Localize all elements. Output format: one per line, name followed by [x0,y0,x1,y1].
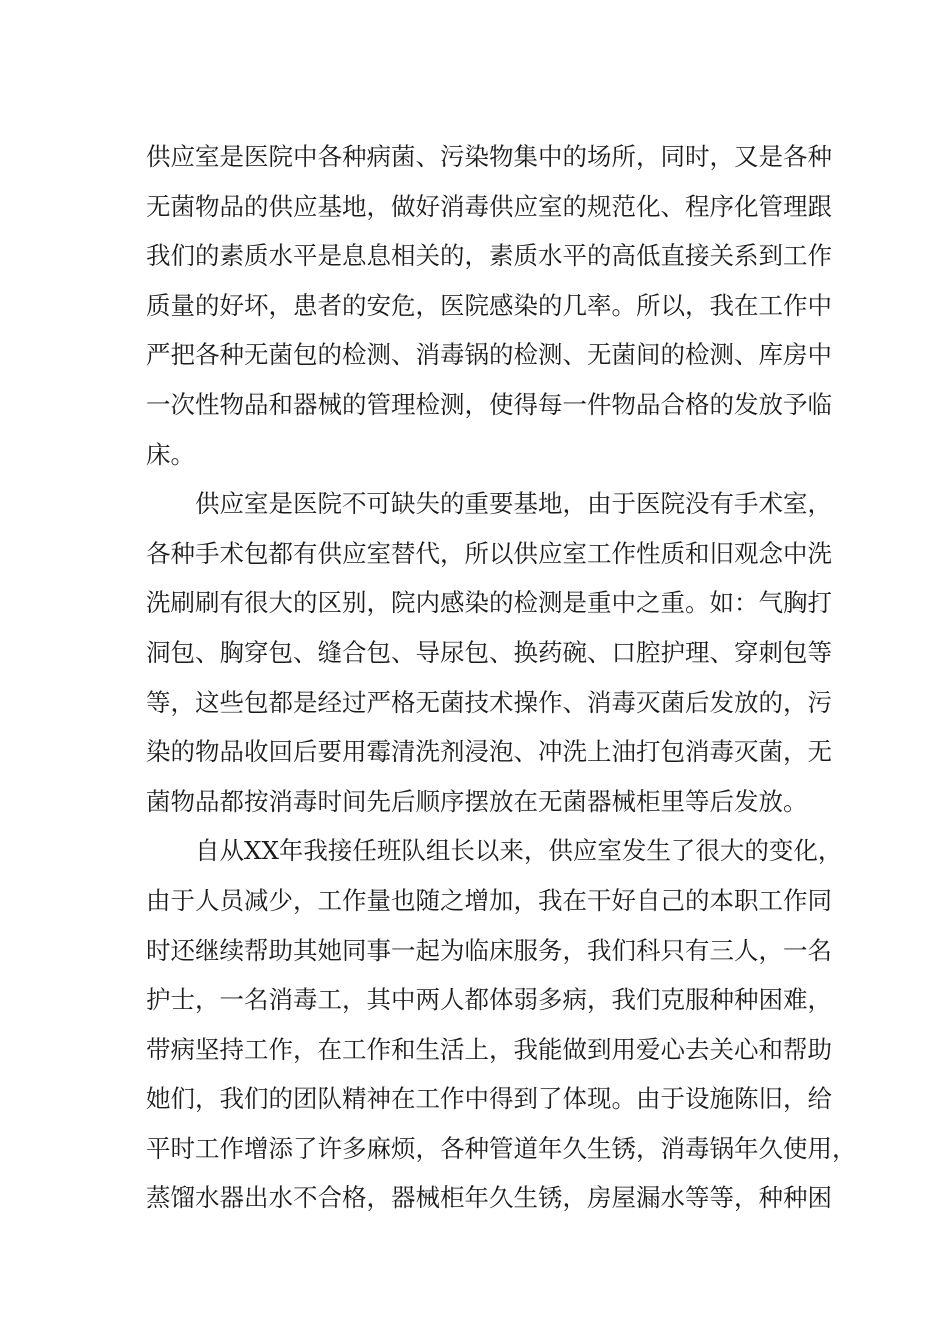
paragraph-1 [146,132,832,479]
text-line: 自从XX年我接任班队组长以来，供应室发生了很大的变化， [146,836,843,866]
text-line: 我们的素质水平是息息相关的，素质水平的高低直接关系到工作 [146,241,832,271]
text-line: 洞包、胸穿包、缝合包、导尿包、换药碗、口腔护理、穿刺包等 [146,637,832,667]
text-line: 时还继续帮助其她同事一起为临床服务，我们科只有三人，一名 [146,935,832,965]
text-line: 供应室是医院中各种病菌、污染物集中的场所，同时，又是各种 [146,142,832,171]
text-line: 带病坚持工作，在工作和生活上，我能做到用爱心去关心和帮助 [146,1034,832,1064]
text-line: 护士，一名消毒工，其中两人都体弱多病，我们克服种种困难， [146,985,832,1015]
text-line: 严把各种无菌包的检测、消毒锅的检测、无菌间的检测、库房中 [146,340,832,370]
text-line: 平时工作增添了许多麻烦，各种管道年久生锈，消毒锅年久使用， [146,1133,857,1163]
paragraph-3 [146,826,857,1223]
text-line: 由于人员减少，工作量也随之增加，我在干好自己的本职工作同 [146,885,832,915]
text-line: 她们，我们的团队精神在工作中得到了体现。由于设施陈旧，给 [146,1084,832,1114]
text-line: 洗刷刷有很大的区别，院内感染的检测是重中之重。如：气胸打 [146,588,832,618]
text-line: 床。 [146,439,195,469]
text-line: 质量的好坏，患者的安危，医院感染的几率。所以，我在工作中 [146,290,832,320]
text-line: 等，这些包都是经过严格无菌技术操作、消毒灭菌后发放的，污 [146,687,832,717]
text-line: 蒸馏水器出水不合格，器械柜年久生锈，房屋漏水等等，种种困 [146,1183,832,1213]
text-line: 各种手术包都有供应室替代，所以供应室工作性质和旧观念中洗 [146,538,832,568]
text-line: 无菌物品的供应基地，做好消毒供应室的规范化、程序化管理跟 [146,191,832,221]
text-line: 供应室是医院不可缺失的重要基地，由于医院没有手术室， [146,489,832,519]
text-line: 菌物品都按消毒时间先后顺序摆放在无菌器械柜里等后发放。 [146,786,808,816]
text-line: 染的物品收回后要用霉清洗剂浸泡、冲洗上油打包消毒灭菌，无 [146,737,832,767]
text-line: 一次性物品和器械的管理检测，使得每一件物品合格的发放予临 [146,389,832,419]
paragraph-2 [146,479,832,826]
body-text [146,132,857,1223]
